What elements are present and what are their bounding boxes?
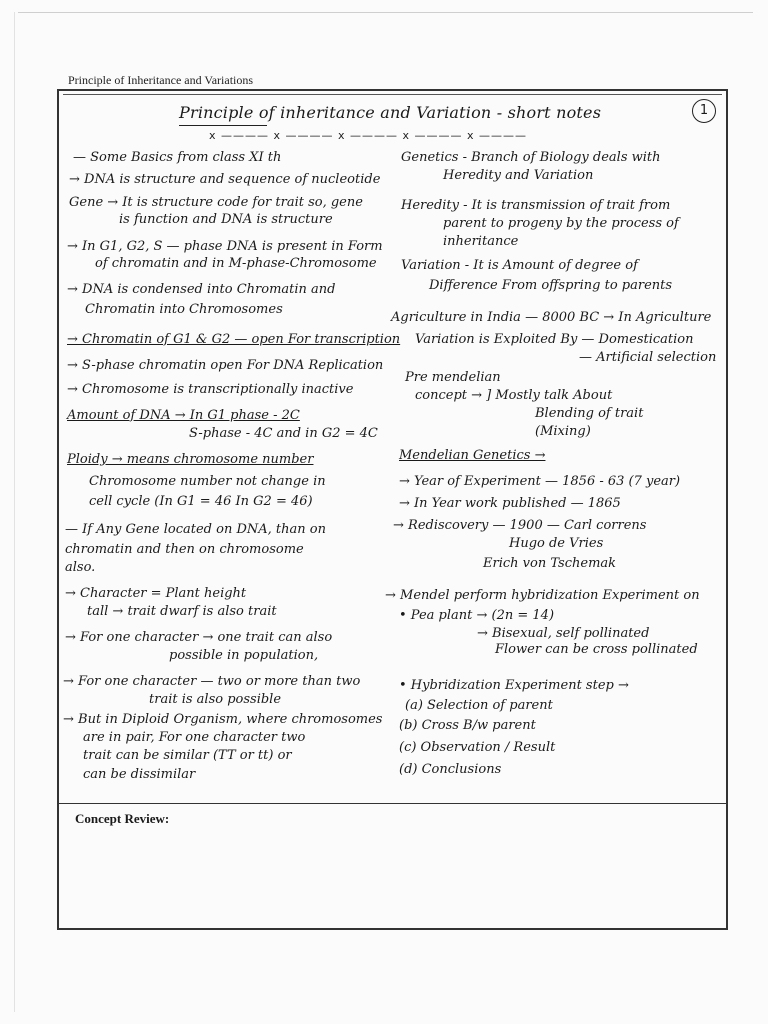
- right-note-line: • Hybridization Experiment step →: [399, 678, 629, 693]
- left-note-line: → DNA is structure and sequence of nucleotide: [69, 172, 381, 187]
- right-note-line: → Year of Experiment — 1856 - 63 (7 year): [399, 474, 681, 489]
- left-note-line: of chromatin and in M-phase-Chromosome: [95, 256, 377, 271]
- page-frame: [57, 89, 728, 930]
- left-note-line: Amount of DNA → In G1 phase - 2C: [67, 408, 300, 423]
- right-note-line: Genetics - Branch of Biology deals with: [401, 150, 661, 165]
- left-note-line: also.: [65, 560, 96, 575]
- left-note-line: → In G1, G2, S — phase DNA is present in Form: [67, 239, 383, 254]
- left-note-line: Ploidy → means chromosome number: [67, 452, 314, 467]
- concept-review-label: Concept Review:: [75, 811, 170, 826]
- right-note-line: Heredity and Variation: [443, 168, 594, 183]
- right-note-line: Heredity - It is transmission of trait from: [401, 198, 671, 213]
- title-separator: x ———— x ———— x ———— x ———— x ————: [209, 129, 528, 142]
- left-note-line: → But in Diploid Organism, where chromosomes: [63, 712, 383, 727]
- left-note-line: → Chromosome is transcriptionally inactive: [67, 382, 354, 397]
- left-note-line: — If Any Gene located on DNA, than on: [65, 522, 326, 537]
- right-note-line: (d) Conclusions: [399, 762, 502, 777]
- right-note-line: (b) Cross B/w parent: [399, 718, 536, 733]
- right-note-line: Variation - It is Amount of degree of: [401, 258, 638, 273]
- right-note-line: → Rediscovery — 1900 — Carl correns: [393, 518, 647, 533]
- review-divider: [59, 803, 726, 804]
- right-note-line: • Pea plant → (2n = 14): [399, 608, 555, 623]
- right-note-line: Erich von Tschemak: [483, 556, 617, 571]
- title-underline: [179, 125, 267, 126]
- scan-edge: [18, 12, 753, 13]
- left-note-line: Gene → It is structure code for trait so, gene: [69, 195, 363, 210]
- running-header: Principle of Inheritance and Variations: [68, 73, 254, 87]
- right-note-line: parent to progeny by the process of: [443, 216, 679, 231]
- left-note-line: cell cycle (In G1 = 46 In G2 = 46): [89, 494, 313, 509]
- right-note-line: Mendelian Genetics →: [399, 448, 546, 463]
- left-note-line: → S-phase chromatin open For DNA Replication: [67, 358, 384, 373]
- left-note-line: tall → trait dwarf is also trait: [87, 604, 277, 619]
- left-note-line: possible in population,: [169, 648, 319, 663]
- right-note-line: Difference From offspring to parents: [429, 278, 673, 293]
- right-note-line: (c) Observation / Result: [399, 740, 556, 755]
- right-note-line: → Mendel perform hybridization Experiment on: [385, 588, 700, 603]
- right-note-line: Blending of trait: [535, 406, 644, 421]
- left-note-line: are in pair, For one character two: [83, 730, 306, 745]
- notes-area: [59, 91, 726, 801]
- left-note-line: trait can be similar (TT or tt) or: [83, 748, 292, 763]
- right-note-line: → Bisexual, self pollinated: [477, 626, 650, 641]
- left-note-line: can be dissimilar: [83, 767, 196, 782]
- right-note-line: Variation is Exploited By — Domestication: [415, 332, 694, 347]
- left-note-line: chromatin and then on chromosome: [65, 542, 304, 557]
- left-note-line: → DNA is condensed into Chromatin and: [67, 282, 336, 297]
- right-note-line: Pre mendelian: [405, 370, 501, 385]
- left-note-line: S-phase - 4C and in G2 = 4C: [189, 426, 378, 441]
- right-note-line: inheritance: [443, 234, 519, 249]
- left-note-line: — Some Basics from class XI th: [73, 150, 282, 165]
- right-note-line: (Mixing): [535, 424, 591, 439]
- right-note-line: (a) Selection of parent: [405, 698, 553, 713]
- left-note-line: → Character = Plant height: [65, 586, 247, 601]
- left-note-line: trait is also possible: [149, 692, 282, 707]
- left-note-line: → For one character — two or more than two: [63, 674, 361, 689]
- left-note-line: Chromosome number not change in: [89, 474, 326, 489]
- left-note-line: → For one character → one trait can also: [65, 630, 333, 645]
- left-note-line: is function and DNA is structure: [119, 212, 333, 227]
- right-note-line: Agriculture in India — 8000 BC → In Agriculture: [391, 310, 712, 325]
- right-note-line: — Artificial selection: [579, 350, 717, 365]
- page-number-badge: 1: [692, 99, 716, 123]
- right-note-line: concept → ] Mostly talk About: [415, 388, 613, 403]
- scan-edge-left: [14, 12, 15, 1012]
- notes-title: Principle of inheritance and Variation - short notes: [179, 103, 602, 122]
- right-note-line: Hugo de Vries: [509, 536, 604, 551]
- right-note-line: → In Year work published — 1865: [399, 496, 621, 511]
- right-note-line: Flower can be cross pollinated: [495, 642, 698, 657]
- left-note-line: Chromatin into Chromosomes: [85, 302, 283, 317]
- left-note-line: → Chromatin of G1 & G2 — open For transcription: [67, 332, 401, 347]
